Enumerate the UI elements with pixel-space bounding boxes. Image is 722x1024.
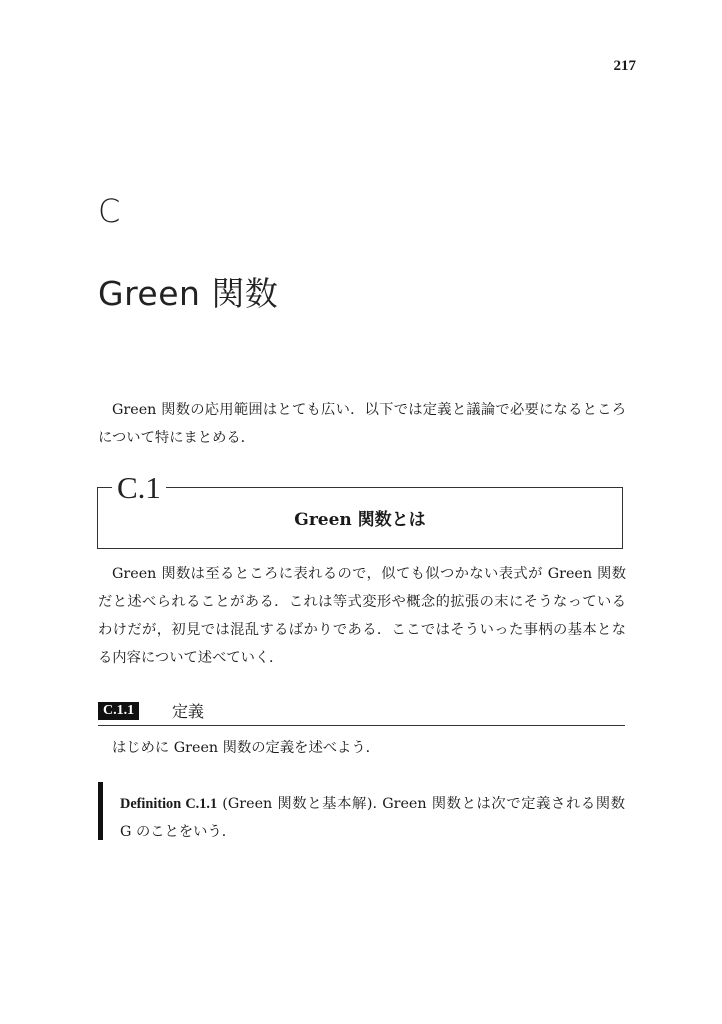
section-number: C.1 [112, 470, 166, 506]
section-title: Green 関数とは [294, 510, 426, 530]
subsection-heading [98, 699, 625, 726]
definition-body: Green 関数とは次で定義される関数 G のことをいう． [120, 796, 626, 840]
subsection-body-paragraph: はじめに Green 関数の定義を述べよう． [112, 740, 380, 756]
chapter-intro-paragraph: Green 関数の応用範囲はとても広い．以下では定義と議論で必要になるところについて特にまとめる． [98, 402, 626, 446]
page-number: 217 [613, 58, 636, 74]
subsection-number: C.1.1 [98, 702, 139, 720]
section-body-paragraph: Green 関数は至るところに表れるので，似ても似つかない表式が Green 関数だと述べられることがある．これは等式変形や概念的拡張の末にそうなっているわけだが，初見では混乱するばかりである．ここではそういった事柄の基本となる内容について述べていく． [98, 566, 626, 666]
appendix-letter: C [98, 192, 121, 230]
definition-text [120, 790, 625, 846]
subsection-title: 定義 [172, 702, 205, 721]
chapter-title: Green 関数 [98, 274, 279, 313]
definition-title: (Green 関数と基本解). [222, 796, 378, 812]
definition-label: Definition C.1.1 [120, 796, 218, 812]
definition-block [98, 782, 626, 840]
definition-bar [98, 782, 103, 840]
